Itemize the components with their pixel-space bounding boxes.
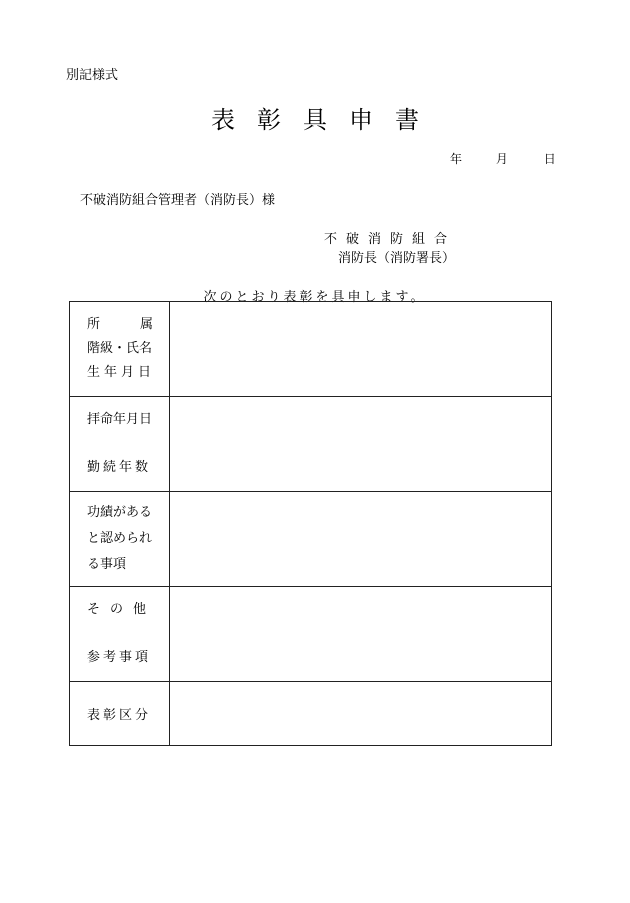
label-line: 功績がある	[87, 505, 153, 520]
row-label-other	[70, 587, 170, 682]
sender-organization: 不破消防組合	[324, 232, 457, 247]
row-label-award-category	[70, 682, 170, 746]
row-label-appointment	[70, 397, 170, 492]
label-line: と認められ	[87, 531, 153, 546]
addressee: 不破消防組合管理者（消防長）様	[80, 193, 276, 208]
label-line: 勤続年数	[87, 460, 152, 475]
table-row	[70, 682, 552, 746]
row-value-achievements[interactable]	[170, 492, 552, 587]
intro-text: 次のとおり表彰を具申します。	[203, 290, 427, 305]
date-line	[450, 150, 556, 167]
table-row	[70, 397, 552, 492]
form-label: 別記様式	[66, 68, 119, 83]
date-month: 月	[495, 152, 508, 166]
row-value-award-category[interactable]	[170, 682, 552, 746]
table-row	[70, 492, 552, 587]
label-line: 拝命年月日	[87, 412, 153, 427]
label-line: 参考事項	[87, 650, 152, 665]
row-value-other[interactable]	[170, 587, 552, 682]
table-row	[70, 587, 552, 682]
row-label-achievements	[70, 492, 170, 587]
label-line: その他	[87, 602, 157, 617]
date-day: 日	[543, 152, 556, 166]
table-row	[70, 302, 552, 397]
document-title: 表彰具申書	[211, 106, 441, 134]
label-line: 表彰区分	[87, 708, 152, 723]
label-line: 所 属	[87, 317, 153, 332]
row-value-affiliation[interactable]	[170, 302, 552, 397]
label-line: 生年月日	[87, 365, 156, 380]
row-value-appointment[interactable]	[170, 397, 552, 492]
label-line: 階級・氏名	[87, 341, 153, 356]
sender-title: 消防長（消防署長）	[338, 251, 456, 266]
label-line: る事項	[87, 557, 127, 572]
row-label-affiliation	[70, 302, 170, 397]
date-year: 年	[450, 152, 463, 166]
application-table	[69, 301, 552, 746]
